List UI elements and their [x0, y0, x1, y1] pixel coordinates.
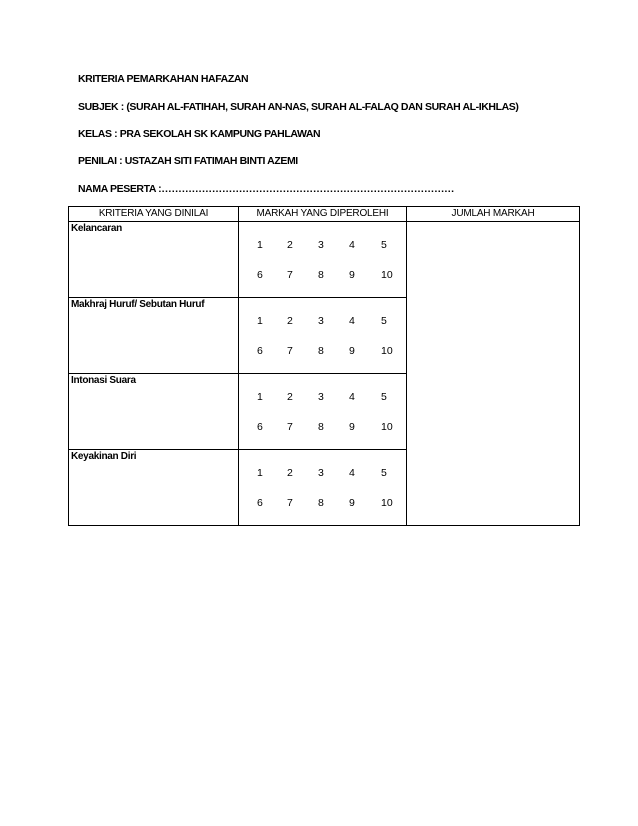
mark-value: 7 [287, 345, 293, 357]
marks-cell [239, 298, 407, 374]
marks-cell [239, 450, 407, 526]
mark-value: 6 [257, 497, 263, 509]
mark-value: 1 [257, 467, 263, 479]
mark-value: 6 [257, 269, 263, 281]
mark-value: 2 [287, 391, 293, 403]
mark-value: 2 [287, 467, 293, 479]
mark-value: 9 [349, 421, 355, 433]
nama-peserta-line: NAMA PESERTA :…………………………………………………………………………… [78, 183, 455, 195]
mark-value: 2 [287, 315, 293, 327]
criterion-label: Keyakinan Diri [69, 450, 239, 526]
subjek-line: SUBJEK : (SURAH AL-FATIHAH, SURAH AN-NAS, SURAH AL-FALAQ DAN SURAH AL-IKHLAS) [78, 101, 519, 113]
marks-cell [239, 374, 407, 450]
criterion-label: Kelancaran [69, 222, 239, 298]
mark-value: 5 [381, 239, 387, 251]
mark-value: 2 [287, 239, 293, 251]
criterion-label: Intonasi Suara [69, 374, 239, 450]
marks-cell [239, 222, 407, 298]
mark-value: 3 [318, 239, 324, 251]
mark-value: 8 [318, 345, 324, 357]
mark-value: 6 [257, 421, 263, 433]
mark-value: 5 [381, 467, 387, 479]
mark-value: 4 [349, 239, 355, 251]
mark-value: 4 [349, 467, 355, 479]
document-title: KRITERIA PEMARKAHAN HAFAZAN [78, 73, 249, 85]
mark-value: 1 [257, 239, 263, 251]
mark-value: 7 [287, 269, 293, 281]
mark-value: 8 [318, 421, 324, 433]
mark-value: 1 [257, 315, 263, 327]
scoring-table [68, 206, 580, 526]
mark-value: 4 [349, 391, 355, 403]
criterion-label: Makhraj Huruf/ Sebutan Huruf [69, 298, 239, 374]
mark-value: 6 [257, 345, 263, 357]
table-row [69, 222, 580, 298]
mark-value: 8 [318, 269, 324, 281]
mark-value: 3 [318, 315, 324, 327]
mark-value: 9 [349, 269, 355, 281]
mark-value: 3 [318, 391, 324, 403]
column-header-markah: MARKAH YANG DIPEROLEHI [239, 207, 407, 222]
jumlah-markah-cell[interactable] [407, 222, 580, 526]
mark-value: 10 [381, 421, 393, 433]
mark-value: 1 [257, 391, 263, 403]
mark-value: 10 [381, 497, 393, 509]
mark-value: 5 [381, 391, 387, 403]
mark-value: 7 [287, 421, 293, 433]
mark-value: 9 [349, 497, 355, 509]
column-header-jumlah: JUMLAH MARKAH [407, 207, 580, 222]
mark-value: 7 [287, 497, 293, 509]
column-header-kriteria: KRITERIA YANG DINILAI [69, 207, 239, 222]
mark-value: 10 [381, 345, 393, 357]
mark-value: 8 [318, 497, 324, 509]
mark-value: 10 [381, 269, 393, 281]
penilai-line: PENILAI : USTAZAH SITI FATIMAH BINTI AZEMI [78, 155, 298, 167]
mark-value: 4 [349, 315, 355, 327]
mark-value: 3 [318, 467, 324, 479]
mark-value: 5 [381, 315, 387, 327]
table-header-row [69, 207, 580, 222]
kelas-line: KELAS : PRA SEKOLAH SK KAMPUNG PAHLAWAN [78, 128, 321, 140]
mark-value: 9 [349, 345, 355, 357]
